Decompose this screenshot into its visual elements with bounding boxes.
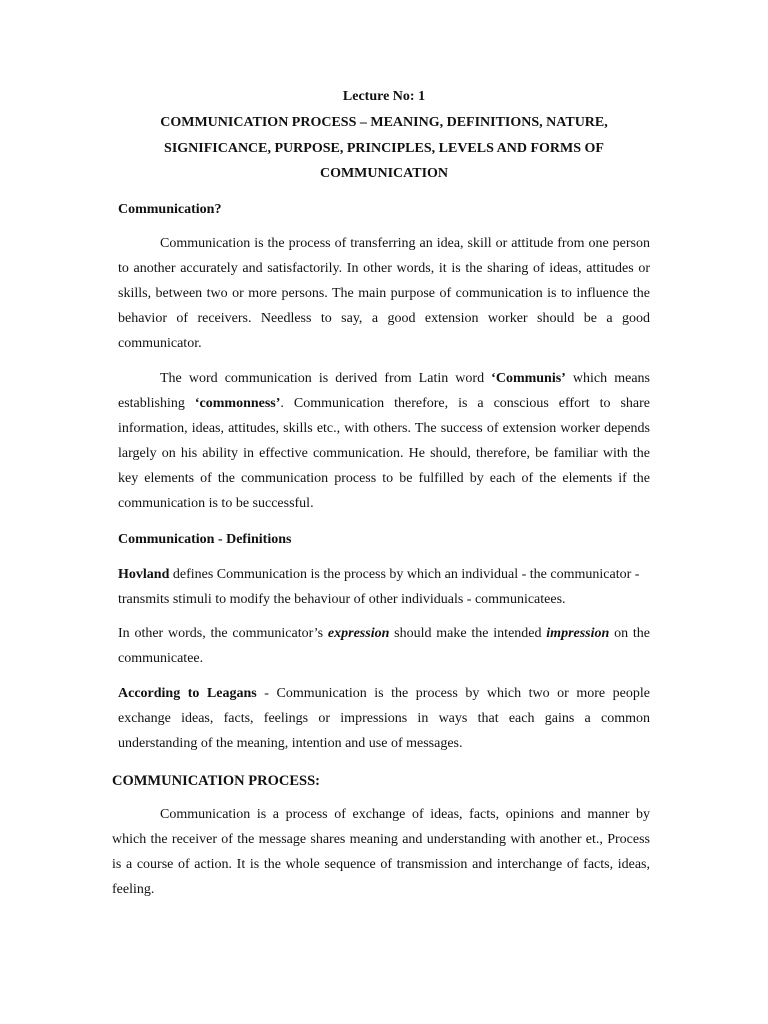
paragraph-communication-meaning xyxy=(118,231,650,356)
text-line: transmits stimuli to modify the behaviour of other individuals - communicatees. xyxy=(118,592,566,607)
document-title xyxy=(118,110,650,187)
paragraph-hovland-definition xyxy=(118,562,650,612)
lecture-number: Lecture No: 1 xyxy=(342,89,426,104)
term-impression: impression xyxy=(546,626,610,641)
section-heading-definitions: Communication - Definitions xyxy=(118,532,292,547)
text-line: is a course of action. It is the whole sequence of transmission and interchange of facts, ideas, xyxy=(112,857,650,872)
text-line: establishing ‘commonness’. Communication therefore, is a conscious effort to share xyxy=(118,396,651,411)
text-line: skills, between two or more persons. The main purpose of communication is to influence the xyxy=(118,286,650,301)
text-line: In other words, the communicator’s expression should make the intended impression on the xyxy=(118,626,650,641)
text-line: communicatee. xyxy=(118,651,204,666)
term-communis: ‘Communis’ xyxy=(491,371,566,386)
term-expression: expression xyxy=(327,626,390,641)
title-line: COMMUNICATION xyxy=(319,166,449,181)
text-line: key elements of the communication process to be fulfilled by each of the elements if the xyxy=(118,471,650,486)
text-line: communicator. xyxy=(118,336,202,351)
paragraph-process-description xyxy=(112,802,650,902)
text-line: exchange ideas, facts, feelings or impressions in ways that each gains a common xyxy=(118,711,650,726)
text-line: According to Leagans - Communication is the process by which two or more people xyxy=(118,686,650,701)
text-line: understanding of the meaning, intention and use of messages. xyxy=(118,736,463,751)
text-line: communication is to be successful. xyxy=(118,496,314,511)
text-line: feeling. xyxy=(112,882,155,897)
text-line: behavior of receivers. Needless to say, a good extension worker should be a good xyxy=(118,311,650,326)
text-line: largely on his ability in effective communication. He should, therefore, be familiar with the xyxy=(118,446,650,461)
section-heading-communication: Communication? xyxy=(118,202,222,217)
title-line: SIGNIFICANCE, PURPOSE, PRINCIPLES, LEVELS AND FORMS OF xyxy=(164,140,604,156)
text-line: information, ideas, attitudes, skills etc., with others. The success of extension worker depends xyxy=(118,421,650,436)
paragraph-leagans-definition xyxy=(118,681,650,756)
text-line: Hovland defines Communication is the process by which an individual - the communicator - xyxy=(118,567,640,582)
text-line: which the receiver of the message shares meaning and understanding with another et., Process xyxy=(112,832,650,847)
term-commonness: ‘commonness’ xyxy=(194,396,281,411)
author-hovland: Hovland xyxy=(118,567,170,582)
author-leagans: According to Leagans xyxy=(118,686,257,701)
text-line: The word communication is derived from Latin word ‘Communis’ which means xyxy=(160,371,650,386)
title-line: COMMUNICATION PROCESS – MEANING, DEFINITIONS, NATURE, xyxy=(160,115,608,130)
text-line: to another accurately and satisfactorily. In other words, it is the sharing of ideas, attitudes or xyxy=(118,261,650,276)
text-line: Communication is the process of transferring an idea, skill or attitude from one person xyxy=(160,236,650,251)
section-heading-process: COMMUNICATION PROCESS: xyxy=(112,773,320,789)
paragraph-expression-impression xyxy=(118,621,650,671)
paragraph-communis-origin xyxy=(118,366,650,516)
text-line: Communication is a process of exchange of ideas, facts, opinions and manner by xyxy=(160,807,650,822)
